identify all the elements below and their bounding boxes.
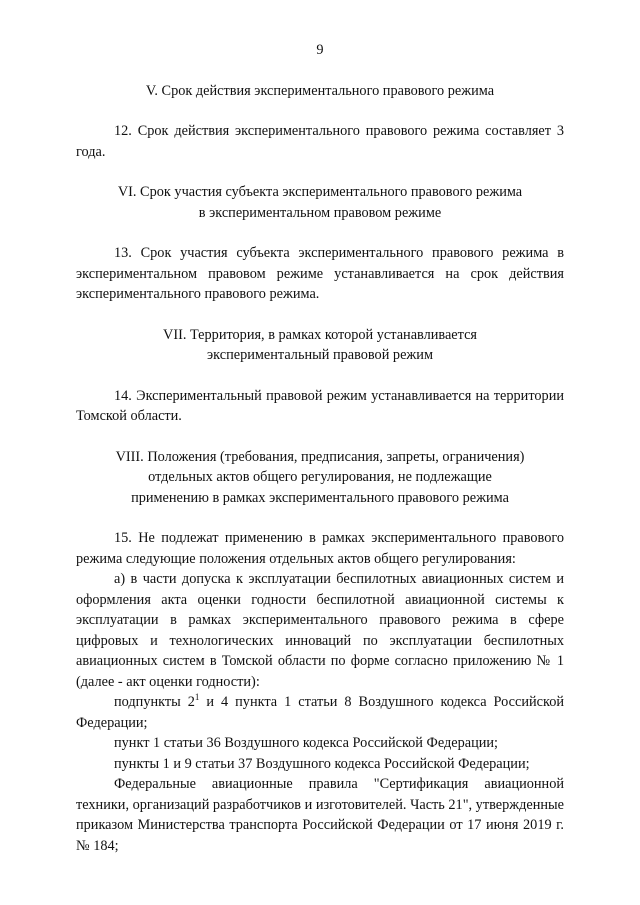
paragraph-13: 13. Срок участия субъекта экспериментального правового режима в экспериментальном правовом режиме устанавливается на срок действия экспериментального правового режима. [76, 245, 564, 302]
paragraph-12: 12. Срок действия экспериментального правового режима составляет 3 года. [76, 123, 564, 160]
list-item-air-code-art8 [76, 692, 564, 733]
paragraph-14: 14. Экспериментальный правовой режим устанавливается на территории Томской области. [76, 387, 564, 424]
page-number: 9 [316, 42, 324, 58]
section-6-heading-line-2: в экспериментальном правовом режиме [198, 204, 442, 221]
item-1-prefix: подпункты 2 [114, 694, 195, 710]
item-1-suffix: и 4 пункта 1 статьи 8 Воздушного кодекса Российской Федерации; [76, 694, 564, 731]
paragraph-15-a: а) в части допуска к эксплуатации беспилотных авиационных систем и оформления акта оценки годности беспилотной авиационной системы к эксплуатации в рамках экспериментального правового режима в сфере цифровых и технологических инноваций по эксплуатации беспилотных авиационных систем в Томской области по форме согласно приложению № 1 (далее - акт оценки годности): [76, 571, 564, 690]
section-8-heading [76, 447, 564, 509]
section-8-heading-line-1: VIII. Положения (требования, предписания, запреты, ограничения) [115, 448, 525, 465]
section-6-heading [76, 182, 564, 223]
list-item-air-code-art36: пункт 1 статьи 36 Воздушного кодекса Российской Федерации; [114, 735, 499, 751]
section-7-heading-line-2: экспериментальный правовой режим [207, 347, 433, 363]
section-7-heading [76, 325, 564, 366]
section-5-heading: V. Срок действия экспериментального правового режима [145, 82, 495, 99]
section-8-heading-line-3: применению в рамках экспериментального правового режима [131, 489, 509, 506]
section-7-heading-line-1: VII. Территория, в рамках которой устанавливается [163, 326, 477, 343]
paragraph-15: 15. Не подлежат применению в рамках экспериментального правового режима следующие положения отдельных актов общего регулирования: [76, 530, 564, 567]
list-item-air-code-art37: пункты 1 и 9 статьи 37 Воздушного кодекса Российской Федерации; [114, 755, 530, 772]
list-item-federal-aviation-rules: Федеральные авиационные правила "Сертификация авиационной техники, организаций разработчиков и изготовителей. Часть 21", утвержденные приказом Министерства транспорта Российской Федерации от 17 июня 2019 г. № 184; [76, 776, 564, 854]
section-6-heading-line-1: VI. Срок участия субъекта экспериментального правового режима [117, 184, 523, 200]
section-8-heading-line-2: отдельных актов общего регулирования, не подлежащие [148, 469, 492, 485]
item-1-superscript: 1 [194, 692, 200, 702]
